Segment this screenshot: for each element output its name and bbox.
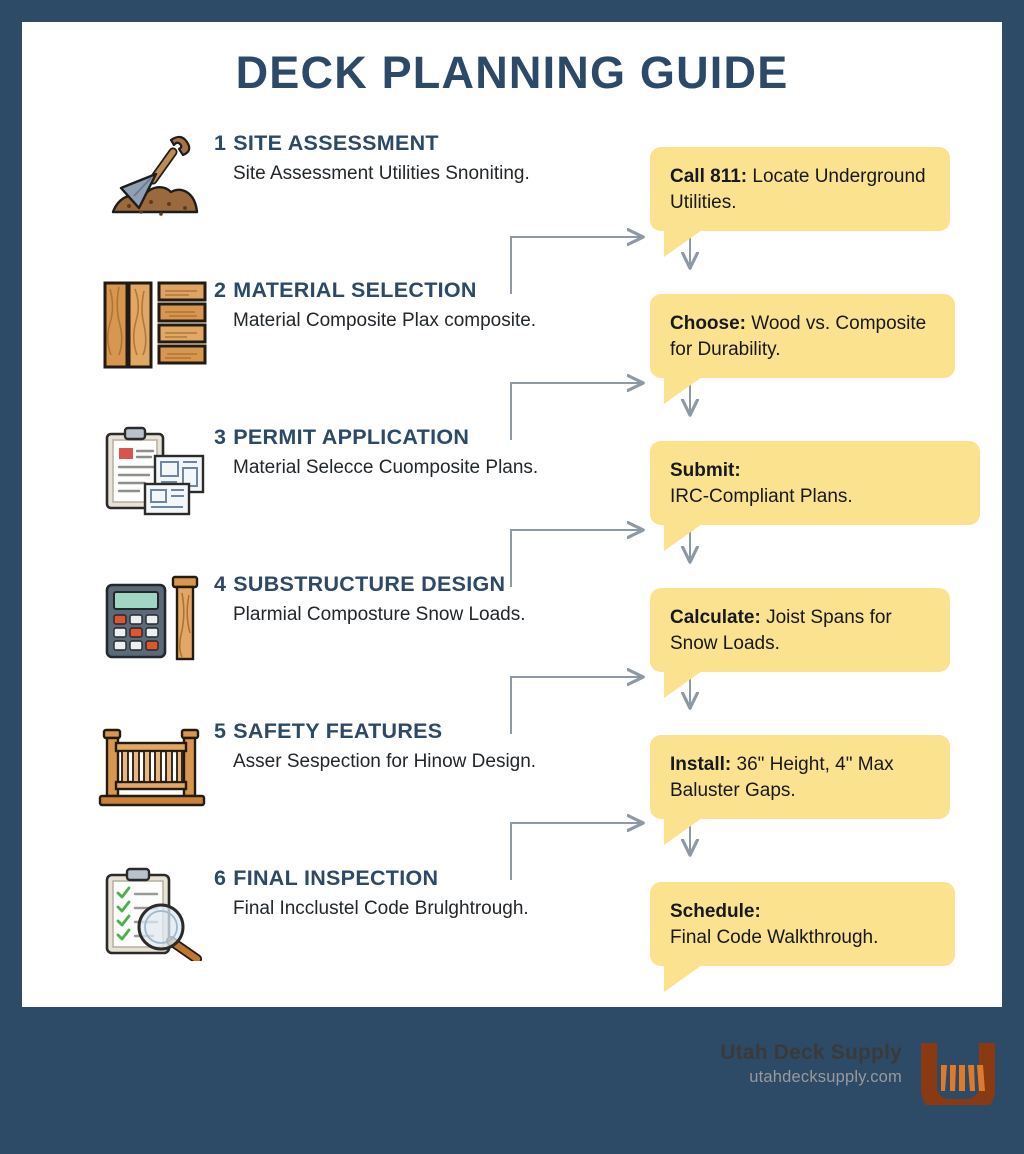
step-heading-4: [214, 572, 634, 597]
calculator-post-icon: [90, 563, 220, 675]
page-title: DECK PLANNING GUIDE: [235, 47, 789, 98]
step-text-4: [214, 572, 634, 626]
step-subtext-3: Material Selecce Cuomposite Plans.: [233, 457, 539, 478]
step-heading-3: [214, 425, 634, 450]
step-text-2: [214, 278, 634, 332]
callout-tail-6: [664, 965, 702, 992]
callout-4: [650, 588, 950, 672]
step-number-2: 2: [214, 278, 227, 302]
step-number-6: 6: [214, 866, 227, 890]
callout-tail-5: [664, 818, 702, 845]
step-number-4: 4: [214, 572, 227, 596]
wood-planks-icon: [90, 269, 220, 381]
step-subtext-6: Final Incclustel Code Brulghtrough.: [233, 898, 529, 919]
step-row-3: [22, 416, 1002, 528]
callout-bold-3: Submit:: [670, 460, 741, 481]
callout-bold-5: Install:: [670, 754, 732, 775]
step-number-5: 5: [214, 719, 227, 743]
step-number-3: 3: [214, 425, 227, 449]
step-row-6: [22, 857, 1002, 969]
step-heading-5: [214, 719, 634, 744]
step-subtext-2: Material Composite Plax composite.: [233, 310, 537, 331]
step-text-3: [214, 425, 634, 479]
callout-rest-3: IRC-Compliant Plans.: [670, 485, 853, 507]
step-heading-6: [214, 866, 634, 891]
step-row-4: [22, 563, 1002, 675]
callout-rest-5: 36" Height, 4" Max Baluster Gaps.: [670, 754, 894, 801]
callout-bold-6: Schedule:: [670, 901, 761, 922]
callout-tail-4: [664, 671, 702, 698]
callout-tail-3: [664, 524, 702, 551]
step-subtext-5: Asser Sespection for Hinow Design.: [233, 751, 537, 772]
step-text-5: [214, 719, 634, 773]
footer: [0, 1007, 1024, 1154]
callout-5: [650, 735, 950, 819]
step-heading-label-3: PERMIT APPLICATION: [233, 425, 470, 449]
step-subtext-4: Plarmial Composture Snow Loads.: [233, 604, 526, 625]
shovel-dirt-icon: [90, 122, 220, 234]
brand-url: utahdecksupply.com: [749, 1068, 902, 1086]
callout-bold-2: Choose:: [670, 313, 746, 334]
callout-tail-1: [664, 230, 702, 257]
callout-2: [650, 294, 955, 378]
callout-3: [650, 441, 980, 525]
callout-tail-2: [664, 377, 702, 404]
deck-railing-icon: [90, 710, 220, 822]
step-subtext-1: Site Assessment Utilities Snoniting.: [233, 163, 530, 184]
step-text-6: [214, 866, 634, 920]
callout-bold-4: Calculate:: [670, 607, 761, 628]
brand-name: Utah Deck Supply: [720, 1041, 902, 1064]
step-heading-label-4: SUBSTRUCTURE DESIGN: [233, 572, 506, 596]
content-card: [22, 22, 1002, 1007]
step-heading-2: [214, 278, 634, 303]
checklist-magnifier-icon: [90, 857, 220, 969]
step-text-1: [214, 131, 634, 185]
step-heading-label-5: SAFETY FEATURES: [233, 719, 443, 743]
callout-1: [650, 147, 950, 231]
step-heading-label-6: FINAL INSPECTION: [233, 866, 439, 890]
callout-bold-1: Call 811:: [670, 166, 748, 187]
brand-text: [720, 1041, 902, 1087]
step-row-1: [22, 122, 1002, 234]
callout-rest-1: Locate Underground Utilities.: [670, 166, 926, 213]
step-heading-1: [214, 131, 634, 156]
step-number-1: 1: [214, 131, 227, 155]
step-row-2: [22, 269, 1002, 381]
step-heading-label-1: SITE ASSESSMENT: [233, 131, 439, 155]
callout-rest-6: Final Code Walkthrough.: [670, 926, 879, 948]
step-row-5: [22, 710, 1002, 822]
step-heading-label-2: MATERIAL SELECTION: [233, 278, 477, 302]
callout-rest-4: Joist Spans for Snow Loads.: [670, 607, 892, 654]
callout-rest-2: Wood vs. Composite for Durability.: [670, 313, 927, 360]
callout-6: [650, 882, 955, 966]
clipboard-blueprint-icon: [90, 416, 220, 528]
deck-u-logo: [917, 1041, 999, 1110]
